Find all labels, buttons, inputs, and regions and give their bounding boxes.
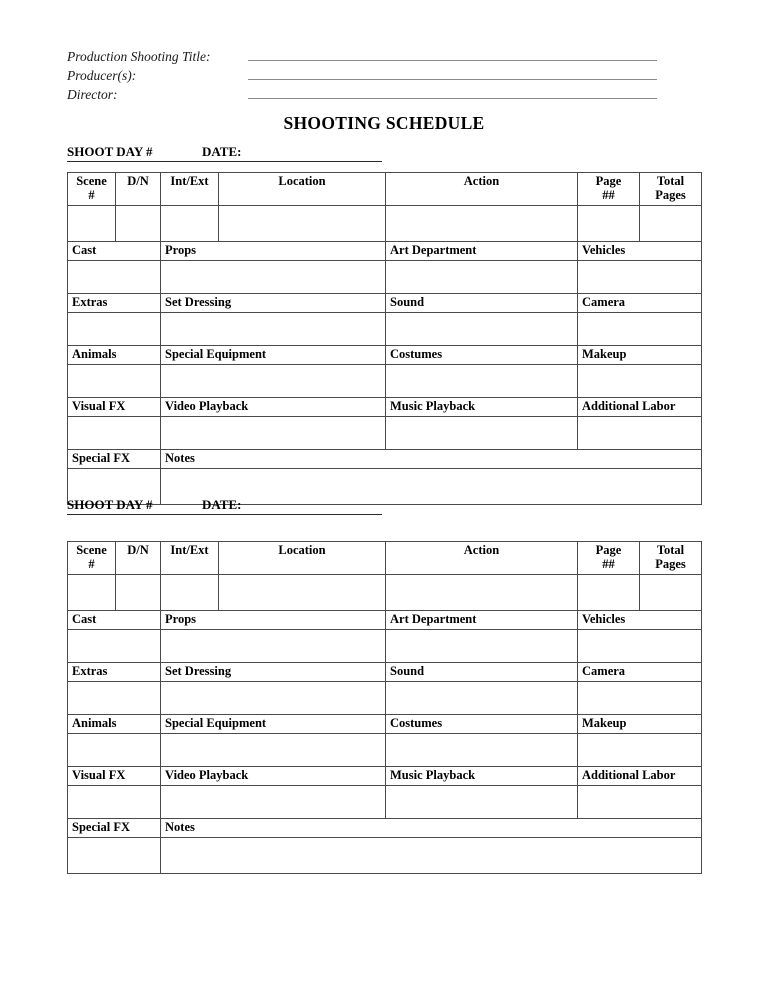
scene-entry-row: [68, 206, 702, 242]
department-label-row-cast: [68, 611, 702, 630]
department-label-music-playback: Music Playback: [386, 398, 578, 417]
header-text: Location: [278, 543, 326, 557]
scene-entry-row: [68, 575, 702, 611]
department-value-row-animals: [68, 734, 702, 767]
header-input-production-title[interactable]: [248, 60, 657, 61]
table-header-row: [68, 542, 702, 575]
notes-value-row: [68, 838, 702, 874]
day-night-input[interactable]: [116, 575, 161, 611]
department-label-visual-fx: Visual FX: [68, 767, 161, 786]
notes-label-row: [68, 450, 702, 469]
department-label-set-dressing: Set Dressing: [161, 294, 386, 313]
department-label-vehicles: Vehicles: [578, 242, 702, 261]
column-header-int-ext: [161, 542, 219, 575]
scene-number-input[interactable]: [68, 575, 116, 611]
location-input[interactable]: [219, 206, 386, 242]
department-input-music-playback[interactable]: [386, 786, 578, 819]
header-label-director: Director:: [67, 87, 118, 102]
department-value-row-cast: [68, 261, 702, 294]
department-label-costumes: Costumes: [386, 346, 578, 365]
department-label-video-playback: Video Playback: [161, 767, 386, 786]
column-header-day-night: [116, 173, 161, 206]
department-label-props: Props: [161, 242, 386, 261]
department-input-props[interactable]: [161, 630, 386, 663]
header-text: Total: [656, 174, 685, 188]
department-label-animals: Animals: [68, 346, 161, 365]
department-label-music-playback: Music Playback: [386, 767, 578, 786]
department-input-animals[interactable]: [68, 365, 161, 398]
department-label-row-animals: [68, 715, 702, 734]
column-header-location: [219, 173, 386, 206]
department-value-row-animals: [68, 365, 702, 398]
shooting-schedule-table-1: [67, 172, 702, 505]
department-label-sound: Sound: [386, 663, 578, 682]
action-input[interactable]: [386, 206, 578, 242]
column-header-action: [386, 542, 578, 575]
header-text: Scene: [76, 543, 107, 557]
department-input-special-fx[interactable]: [68, 838, 161, 874]
department-label-extras: Extras: [68, 294, 161, 313]
department-label-video-playback: Video Playback: [161, 398, 386, 417]
department-value-row-visual-fx: [68, 786, 702, 819]
header-text-2: Pages: [655, 557, 686, 571]
shoot-day-label-1: SHOOT DAY #: [67, 144, 153, 159]
department-label-row-cast: [68, 242, 702, 261]
department-input-special-equipment[interactable]: [161, 734, 386, 767]
department-label-visual-fx: Visual FX: [68, 398, 161, 417]
department-label-sound: Sound: [386, 294, 578, 313]
notes-label-row: [68, 819, 702, 838]
department-label-makeup: Makeup: [578, 715, 702, 734]
header-text: Action: [463, 174, 500, 188]
department-input-cast[interactable]: [68, 261, 161, 294]
department-label-costumes: Costumes: [386, 715, 578, 734]
department-label-row-extras: [68, 294, 702, 313]
department-input-visual-fx[interactable]: [68, 786, 161, 819]
department-value-row-visual-fx: [68, 417, 702, 450]
department-input-extras[interactable]: [68, 682, 161, 715]
department-label-notes: Notes: [161, 819, 702, 838]
header-label-producers: Producer(s):: [67, 68, 137, 83]
department-input-makeup[interactable]: [578, 365, 702, 398]
header-text: Location: [278, 174, 326, 188]
department-label-row-visual-fx: [68, 767, 702, 786]
header-input-director[interactable]: [248, 98, 657, 99]
department-input-notes[interactable]: [161, 838, 702, 874]
department-value-row-cast: [68, 630, 702, 663]
header-text: Page: [595, 543, 622, 557]
column-header-day-night: [116, 542, 161, 575]
column-header-scene: [68, 173, 116, 206]
total-pages-input[interactable]: [640, 206, 702, 242]
header-text: Int/Ext: [170, 174, 209, 188]
department-label-animals: Animals: [68, 715, 161, 734]
table-header-row: [68, 173, 702, 206]
location-input[interactable]: [219, 575, 386, 611]
header-field-producers: [67, 64, 657, 83]
department-input-extras[interactable]: [68, 313, 161, 346]
int-ext-input[interactable]: [161, 206, 219, 242]
department-input-vehicles[interactable]: [578, 261, 702, 294]
action-input[interactable]: [386, 575, 578, 611]
department-label-art-department: Art Department: [386, 242, 578, 261]
header-field-production-title: [67, 45, 657, 64]
header-field-director: [67, 83, 657, 102]
department-input-video-playback[interactable]: [161, 417, 386, 450]
column-header-page-number: [578, 542, 640, 575]
column-header-total-pages: [640, 542, 702, 575]
department-input-additional-labor[interactable]: [578, 417, 702, 450]
department-label-camera: Camera: [578, 294, 702, 313]
department-label-row-visual-fx: [68, 398, 702, 417]
department-label-special-fx: Special FX: [68, 819, 161, 838]
int-ext-input[interactable]: [161, 575, 219, 611]
column-header-location: [219, 542, 386, 575]
header-text-2: #: [88, 557, 95, 571]
department-label-special-equipment: Special Equipment: [161, 715, 386, 734]
department-input-video-playback[interactable]: [161, 786, 386, 819]
header-text: Total: [656, 543, 685, 557]
shoot-day-line-2[interactable]: [67, 497, 382, 515]
column-header-scene: [68, 542, 116, 575]
department-input-music-playback[interactable]: [386, 417, 578, 450]
header-text: Page: [595, 174, 622, 188]
department-input-sound[interactable]: [386, 313, 578, 346]
header-text: D/N: [127, 543, 149, 557]
header-label-production-title: Production Shooting Title:: [67, 49, 211, 64]
department-label-special-fx: Special FX: [68, 450, 161, 469]
department-label-extras: Extras: [68, 663, 161, 682]
total-pages-input[interactable]: [640, 575, 702, 611]
column-header-page-number: [578, 173, 640, 206]
department-label-special-equipment: Special Equipment: [161, 346, 386, 365]
shoot-day-label-2: SHOOT DAY #: [67, 497, 153, 512]
shoot-day-line-1[interactable]: [67, 144, 382, 162]
department-value-row-extras: [68, 682, 702, 715]
department-label-cast: Cast: [68, 611, 161, 630]
department-input-costumes[interactable]: [386, 365, 578, 398]
header-text-2: ##: [602, 188, 615, 202]
department-label-art-department: Art Department: [386, 611, 578, 630]
day-night-input[interactable]: [116, 206, 161, 242]
header-text-2: #: [88, 188, 95, 202]
department-label-camera: Camera: [578, 663, 702, 682]
department-label-props: Props: [161, 611, 386, 630]
department-label-vehicles: Vehicles: [578, 611, 702, 630]
department-input-animals[interactable]: [68, 734, 161, 767]
department-input-costumes[interactable]: [386, 734, 578, 767]
department-input-special-equipment[interactable]: [161, 365, 386, 398]
production-header-block: [67, 45, 657, 102]
shoot-date-label-1: DATE:: [202, 144, 242, 159]
department-value-row-extras: [68, 313, 702, 346]
header-text-2: Pages: [655, 188, 686, 202]
scene-number-input[interactable]: [68, 206, 116, 242]
department-label-row-extras: [68, 663, 702, 682]
department-input-makeup[interactable]: [578, 734, 702, 767]
department-input-set-dressing[interactable]: [161, 682, 386, 715]
header-text: D/N: [127, 174, 149, 188]
header-input-producers[interactable]: [248, 79, 657, 80]
department-label-makeup: Makeup: [578, 346, 702, 365]
header-text-2: ##: [602, 557, 615, 571]
column-header-int-ext: [161, 173, 219, 206]
department-input-art-department[interactable]: [386, 261, 578, 294]
department-input-props[interactable]: [161, 261, 386, 294]
department-label-cast: Cast: [68, 242, 161, 261]
department-input-set-dressing[interactable]: [161, 313, 386, 346]
header-text: Action: [463, 543, 500, 557]
department-label-additional-labor: Additional Labor: [578, 398, 702, 417]
column-header-action: [386, 173, 578, 206]
header-text: Int/Ext: [170, 543, 209, 557]
department-label-set-dressing: Set Dressing: [161, 663, 386, 682]
header-text: Scene: [76, 174, 107, 188]
column-header-total-pages: [640, 173, 702, 206]
page-number-input[interactable]: [578, 575, 640, 611]
page-number-input[interactable]: [578, 206, 640, 242]
department-label-additional-labor: Additional Labor: [578, 767, 702, 786]
department-input-camera[interactable]: [578, 682, 702, 715]
shooting-schedule-table-2: [67, 541, 702, 874]
department-label-notes: Notes: [161, 450, 702, 469]
page-title: SHOOTING SCHEDULE: [283, 113, 485, 133]
shoot-date-label-2: DATE:: [202, 497, 242, 512]
department-input-camera[interactable]: [578, 313, 702, 346]
department-input-additional-labor[interactable]: [578, 786, 702, 819]
department-input-sound[interactable]: [386, 682, 578, 715]
department-input-vehicles[interactable]: [578, 630, 702, 663]
department-label-row-animals: [68, 346, 702, 365]
department-input-art-department[interactable]: [386, 630, 578, 663]
department-input-cast[interactable]: [68, 630, 161, 663]
department-input-visual-fx[interactable]: [68, 417, 161, 450]
